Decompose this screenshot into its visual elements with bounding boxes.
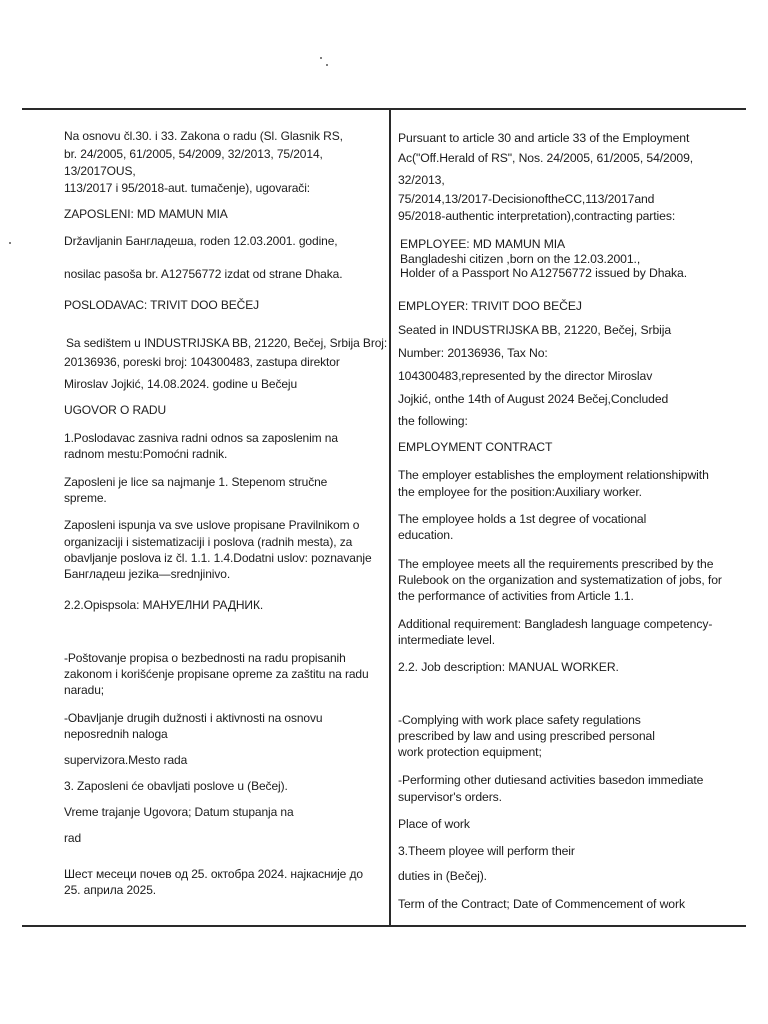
scan-speck xyxy=(320,57,322,59)
table-bottom-rule xyxy=(22,925,746,927)
degree-line: spreme. xyxy=(64,491,107,505)
safety-line: work protection equipment; xyxy=(398,745,542,759)
clause-line: The employer establishes the employment relationshipwith xyxy=(398,468,709,482)
safety-line: zakonom i korišćenje propisane opreme za zaštitu na radu xyxy=(64,667,369,681)
employee-name: ZAPOSLENI: MD MAMUN MIA xyxy=(64,207,228,221)
safety-line: -Complying with work place safety regulations xyxy=(398,713,641,727)
citizenship-line: Državljanin Бангладеша, roden 12.03.2001. godine, xyxy=(64,234,338,248)
clause-line: the employee for the position:Auxiliary worker. xyxy=(398,485,642,499)
requirements-line: The employee meets all the requirements prescribed by the xyxy=(398,557,714,571)
supervisor-line: supervizora.Mesto rada xyxy=(64,753,188,767)
contract-title: EMPLOYMENT CONTRACT xyxy=(398,440,553,454)
requirements-line: Rulebook on the organization and systematization of jobs, for xyxy=(398,573,722,587)
table-top-rule xyxy=(22,108,746,110)
preamble-line: br. 24/2005, 61/2005, 54/2009, 32/2013, 75/2014, xyxy=(64,147,323,161)
employee-name: EMPLOYEE: MD MAMUN MIA xyxy=(400,237,566,251)
employer-name: POSLODAVAC: TRIVIT DOO BEČEJ xyxy=(64,298,260,312)
place-of-work-line: 3. Zaposleni će obavljati poslove u (Bečej). xyxy=(64,779,288,793)
job-description: 2.2. Job description: MANUAL WORKER. xyxy=(398,660,619,674)
clause-line: radnom mestu:Pomoćni radnik. xyxy=(64,447,228,461)
requirements-line: organizaciji i sistematizaciji i poslova (radnih mesta), za xyxy=(64,535,353,549)
clause-line: 1.Poslodavac zasniva radni odnos sa zaposlenim na xyxy=(64,431,338,445)
job-description: 2.2.Opispsola: МАНУЕЛНИ РАДНИК. xyxy=(64,598,264,612)
seat-line: Jojkić, onthe 14th of August 2024 Bečej,Concluded xyxy=(398,392,669,406)
safety-line: naradu; xyxy=(64,683,104,697)
duties-line: -Obavljanje drugih dužnosti i aktivnosti na osnovu xyxy=(64,711,323,725)
preamble-line: 95/2018-authentic interpretation),contracting parties: xyxy=(398,209,676,223)
preamble-line: Na osnovu čl.30. i 33. Zakona o radu (Sl. Glasnik RS, xyxy=(64,129,343,143)
contract-title: UGOVOR O RADU xyxy=(64,403,167,417)
place-of-work-label: Place of work xyxy=(398,817,470,831)
preamble-line: 13/2017OUS, xyxy=(64,164,136,178)
seat-line: Seated in INDUSTRIJSKA BB, 21220, Bečej, Srbija xyxy=(398,323,672,337)
preamble-line: Ac("Off.Herald of RS", Nos. 24/2005, 61/2005, 54/2009, xyxy=(398,151,694,165)
requirements-line: Бангладеш jezika—srednjinivo. xyxy=(64,567,231,581)
seat-line: Number: 20136936, Tax No: xyxy=(398,346,548,360)
citizenship-line: Bangladeshi citizen ,born on the 12.03.2001., xyxy=(400,252,641,266)
degree-line: Zaposleni je lice sa najmanje 1. Stepenom stručne xyxy=(64,475,328,489)
seat-line: Sa sedištem u INDUSTRIJSKA BB, 21220, Bečej, Srbija Broj: xyxy=(66,336,388,350)
degree-line: education. xyxy=(398,528,454,542)
requirements-line: the performance of activities from Article 1.1. xyxy=(398,589,634,603)
scan-speck xyxy=(9,242,11,244)
term-line: Term of the Contract; Date of Commencement of work xyxy=(398,897,685,911)
preamble-line: 32/2013, xyxy=(398,173,445,187)
scan-speck xyxy=(326,64,328,66)
passport-line: Holder of a Passport No A12756772 issued by Dhaka. xyxy=(400,266,688,280)
preamble-line: Pursuant to article 30 and article 33 of the Employment xyxy=(398,131,690,145)
column-divider xyxy=(389,109,391,926)
preamble-line: 75/2014,13/2017-DecisionoftheCC,113/2017and xyxy=(398,192,655,206)
term-line: Vreme trajanje Ugovora; Datum stupanja na xyxy=(64,805,294,819)
requirements-line: obavljanje poslova iz čl. 1.1. 1.4.Dodatni uslov: poznavanje xyxy=(64,551,372,565)
duties-line: supervisor's orders. xyxy=(398,790,502,804)
seat-line: Miroslav Jojkić, 14.08.2024. godine u Bečeju xyxy=(64,377,298,391)
additional-requirement-line: Additional requirement: Bangladesh language competency- xyxy=(398,617,713,631)
requirements-line: Zaposleni ispunja va sve uslove propisane Pravilnikom o xyxy=(64,518,360,532)
safety-line: prescribed by law and using prescribed personal xyxy=(398,729,655,743)
employer-name: EMPLOYER: TRIVIT DOO BEČEJ xyxy=(398,299,582,313)
period-line: Шест месеци почев од 25. октобра 2024. најкасније до xyxy=(64,867,363,881)
additional-requirement-line: intermediate level. xyxy=(398,633,496,647)
duties-line: -Performing other dutiesand activities basedon immediate xyxy=(398,773,704,787)
seat-line: 20136936, poreski broj: 104300483, zastupa direktor xyxy=(64,355,340,369)
safety-line: -Poštovanje propisa o bezbednosti na radu propisanih xyxy=(64,651,346,665)
seat-line: 104300483,represented by the director Miroslav xyxy=(398,369,653,383)
period-line: 25. априла 2025. xyxy=(64,883,157,897)
duties-line: neposrednih naloga xyxy=(64,727,168,741)
passport-line: nosilac pasoša br. A12756772 izdat od strane Dhaka. xyxy=(64,267,343,281)
degree-line: The employee holds a 1st degree of vocational xyxy=(398,512,647,526)
preamble-line: 113/2017 i 95/2018-aut. tumačenje), ugovarači: xyxy=(64,181,311,195)
place-of-work-line: 3.Theem ployee will perform their xyxy=(398,844,575,858)
seat-line: the following: xyxy=(398,414,468,428)
rad-line: rad xyxy=(64,831,82,845)
place-of-work-line: duties in (Bečej). xyxy=(398,869,487,883)
